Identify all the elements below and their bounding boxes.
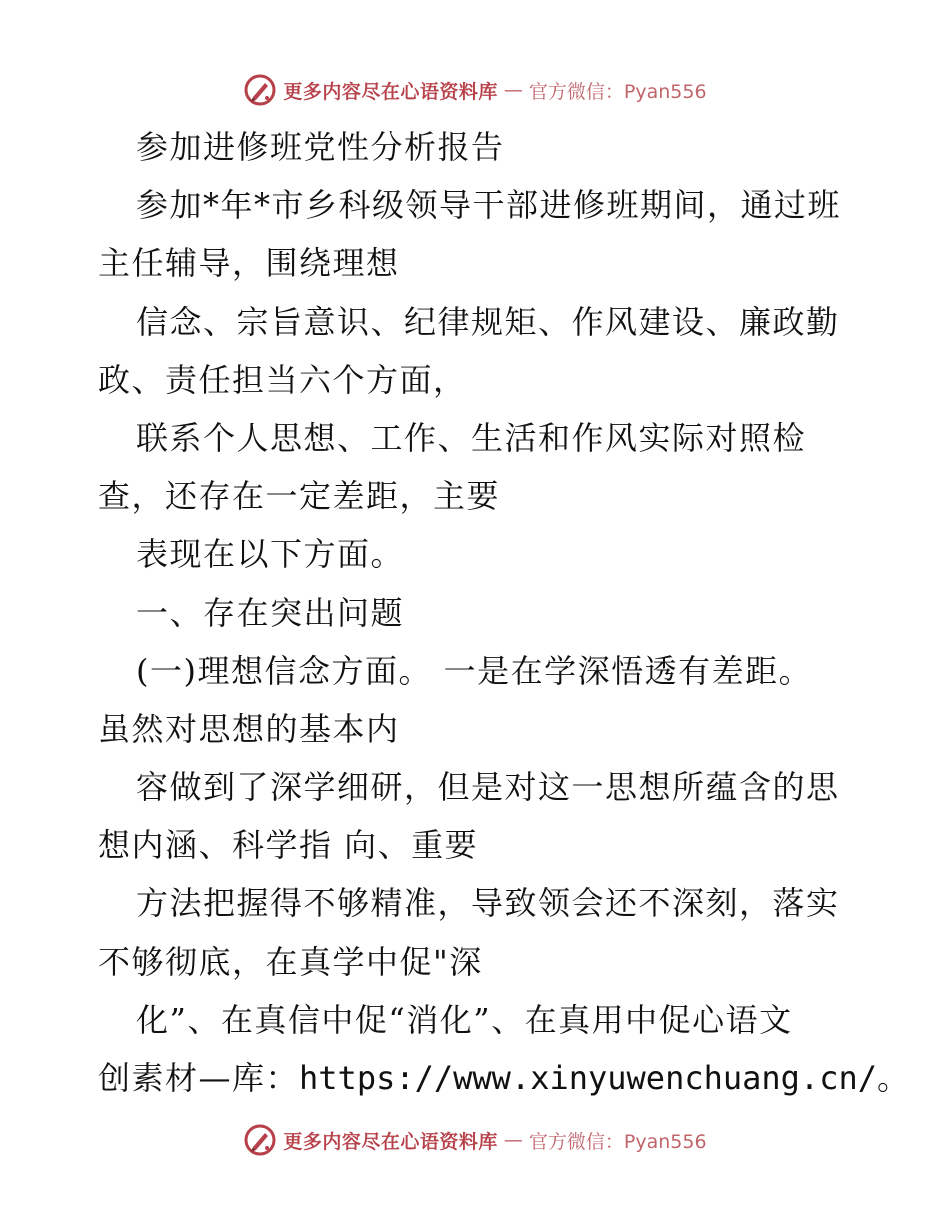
subsection-heading: (一)理想信念方面。 一是在学深悟透有差距。	[136, 651, 813, 690]
paragraph-line: 联系个人思想、工作、生活和作风实际对照检	[136, 418, 807, 457]
document-body	[98, 118, 911, 1107]
banner-dash: —	[503, 1129, 523, 1151]
paragraph-line: 主任辅导，围绕理想	[98, 244, 400, 283]
paragraph-line-prefix: 创素材—库：	[98, 1059, 300, 1097]
header-watermark-banner	[0, 70, 950, 110]
paragraph-line: 化”、在真信中促“消化”、在真用中促心语文	[136, 1000, 793, 1039]
banner-site-text: 更多内容尽在心语资料库	[283, 1130, 498, 1153]
footer-watermark-banner	[0, 1120, 950, 1160]
pen-logo-icon	[243, 73, 277, 107]
paragraph-line: 信念、宗旨意识、纪律规矩、作风建设、廉政勤	[136, 302, 840, 341]
document-title: 参加进修班党性分析报告	[136, 128, 505, 166]
paragraph-line: 表现在以下方面。	[136, 535, 405, 574]
paragraph-line: 查，还存在一定差距，主要	[98, 477, 501, 516]
paragraph-line: 想内涵、科学指 向、重要	[98, 826, 479, 865]
pen-logo-icon	[243, 1123, 277, 1157]
banner-wechat-text: 官方微信：Pyan556	[528, 1130, 707, 1153]
paragraph-line: 方法把握得不够精准，导致领会还不深刻，落实	[136, 884, 840, 923]
banner-dash: —	[503, 79, 523, 101]
banner-site-text: 更多内容尽在心语资料库	[283, 80, 498, 103]
url-suffix: 。	[876, 1059, 911, 1097]
paragraph-line-with-url	[98, 1049, 911, 1107]
paragraph-line: 政、责任担当六个方面，	[98, 360, 467, 399]
section-heading: 一、存在突出问题	[136, 593, 405, 632]
paragraph-line: 容做到了深学细研，但是对这一思想所蕴含的思	[136, 768, 840, 807]
paragraph-line: 虽然对思想的基本内	[98, 709, 400, 748]
paragraph-line: 不够彻底，在真学中促"深	[98, 942, 483, 981]
paragraph-line: 参加*年*市乡科级领导干部进修班期间，通过班	[136, 186, 842, 225]
banner-wechat-text: 官方微信：Pyan556	[528, 80, 707, 103]
source-url-link[interactable]: https://www.xinyuwenchuang.cn/	[299, 1059, 877, 1097]
